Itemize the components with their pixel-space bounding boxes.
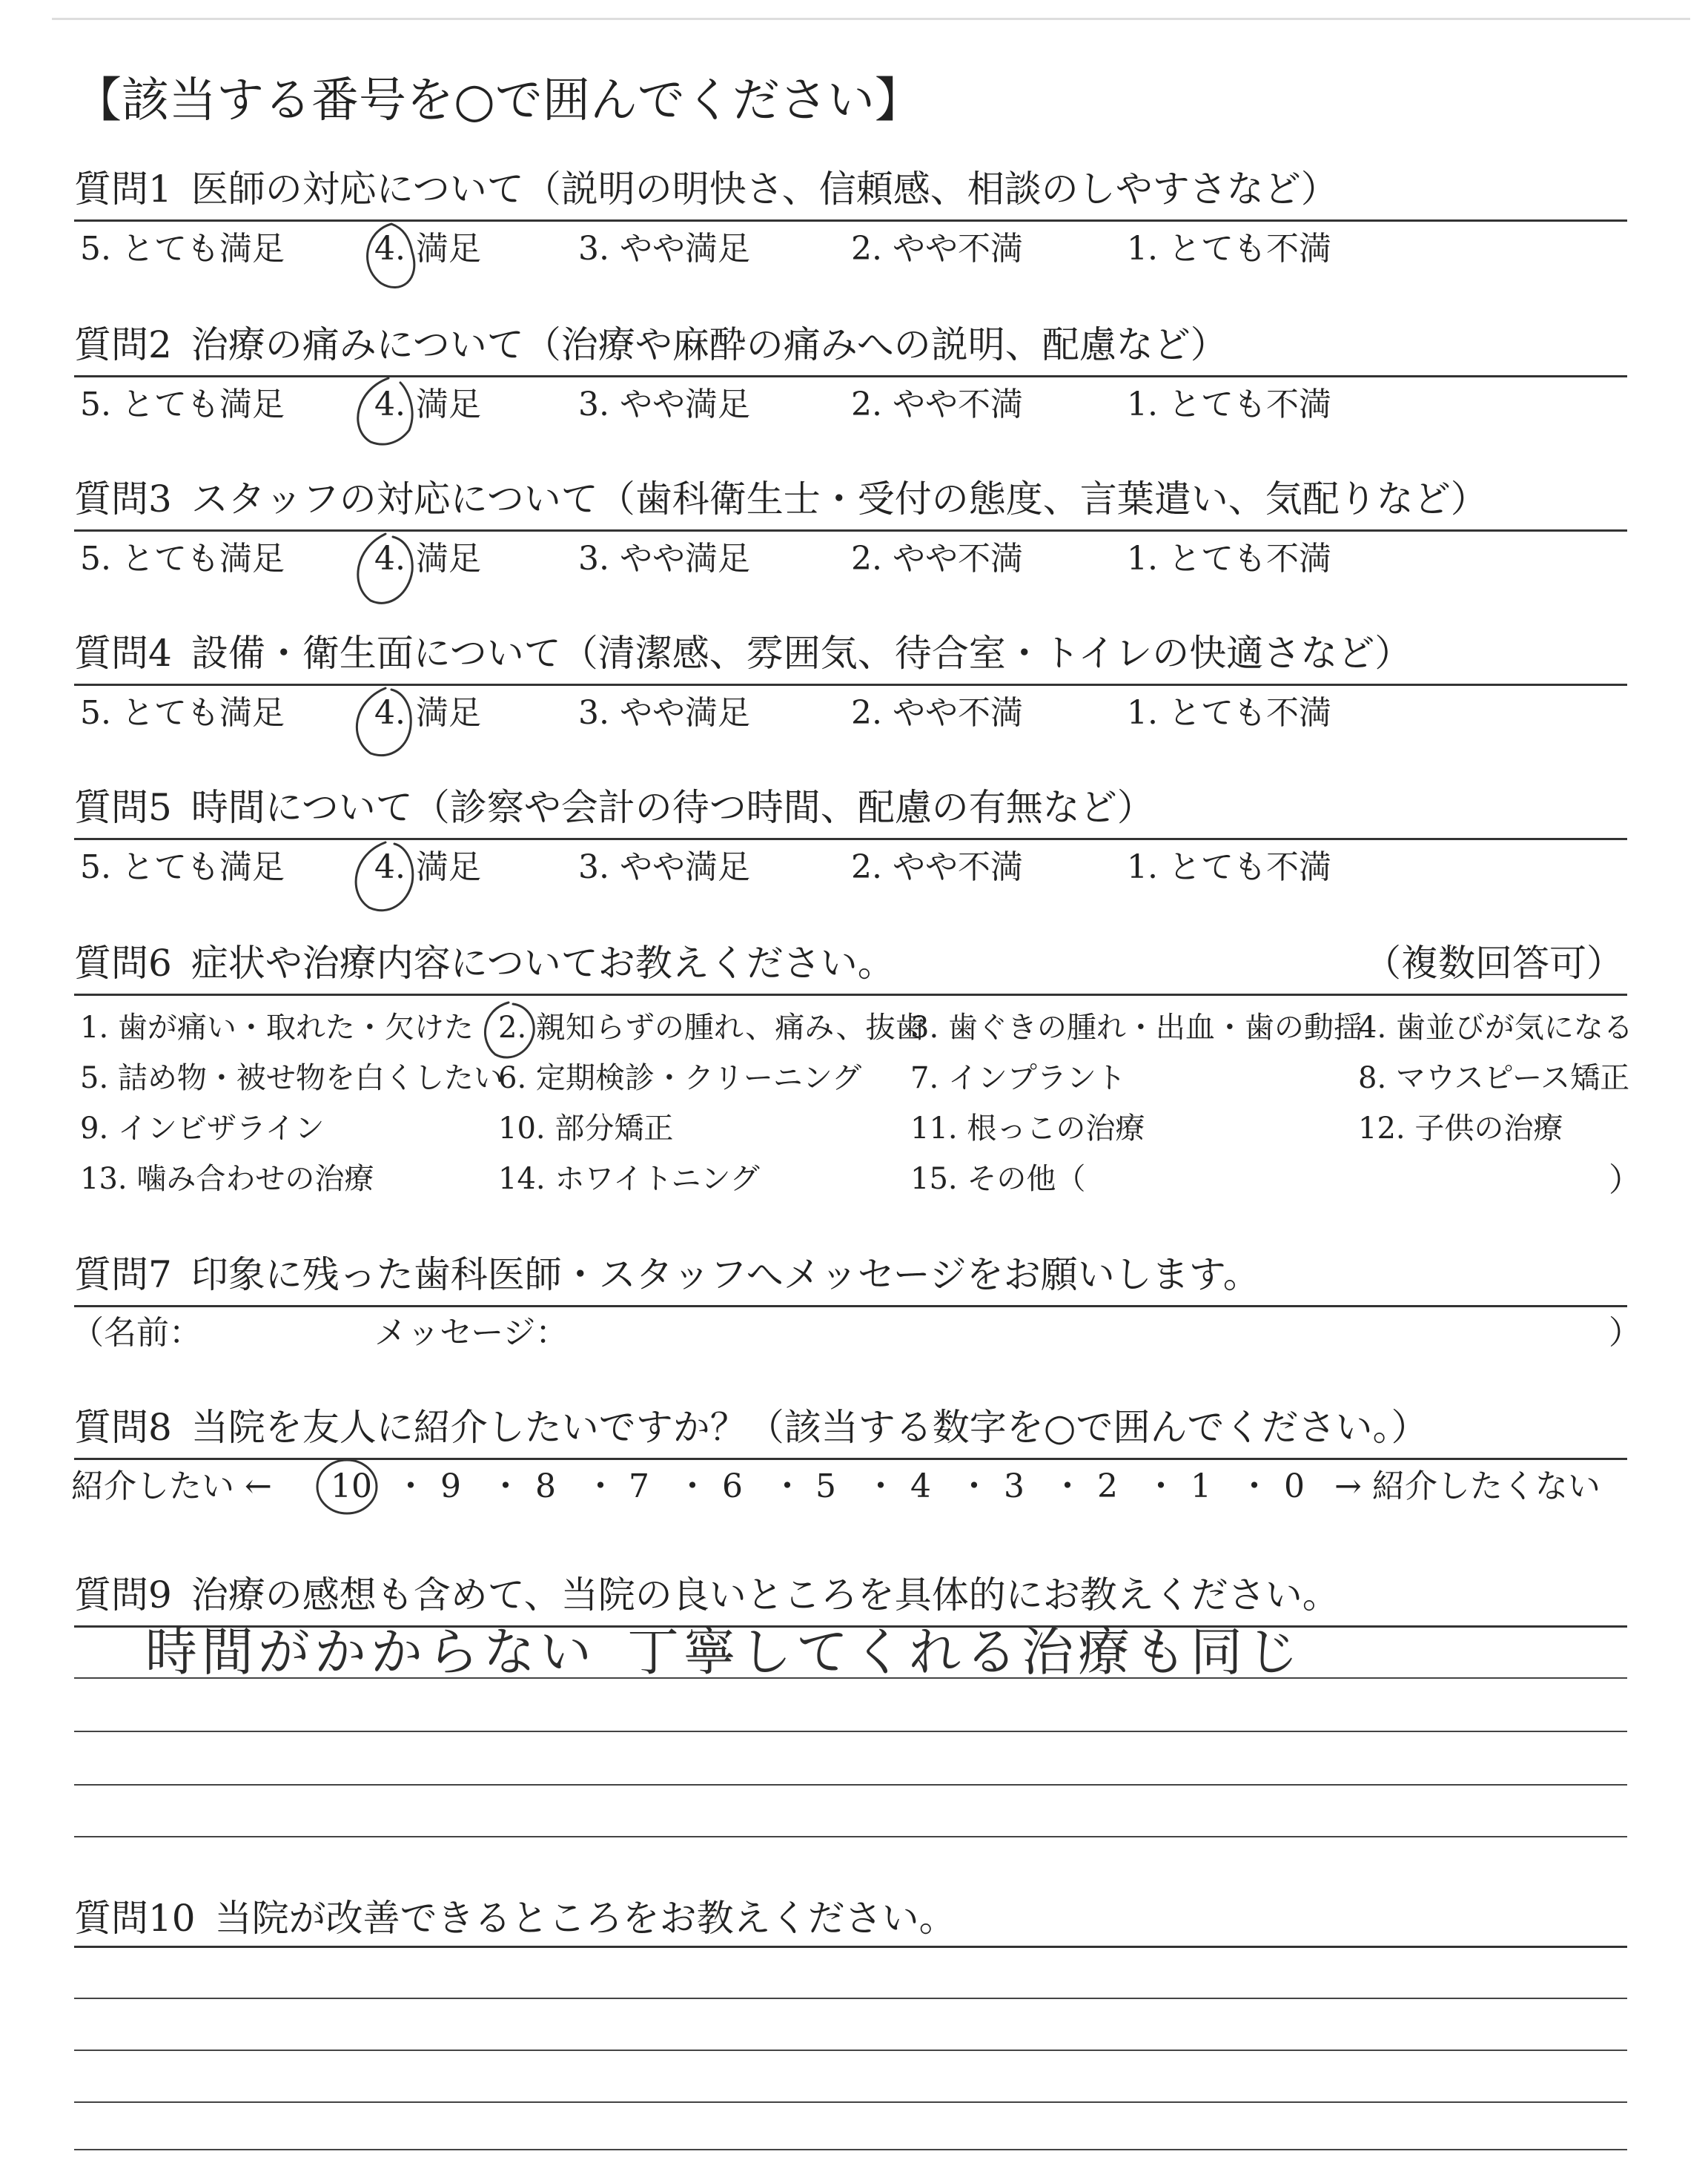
handwritten-answer-2: 丁寧してくれる — [627, 1622, 1022, 1682]
handwritten-answer-1: 時間がかからない — [145, 1622, 596, 1682]
recommend-right-label: → 紹介したくない — [1334, 1467, 1601, 1505]
scale-0[interactable]: 0 — [1284, 1467, 1305, 1505]
q6-option-8[interactable]: 8. マウスピース矯正 — [1358, 1061, 1630, 1095]
q1-option-2[interactable]: 2. やや不満 — [851, 230, 1023, 268]
q6-option-1[interactable]: 1. 歯が痛い・取れた・欠けた — [80, 1011, 474, 1045]
q1-option-5[interactable]: 5. とても満足 — [80, 230, 285, 268]
question-10-title — [74, 1894, 956, 1943]
question-8-title — [74, 1403, 1428, 1452]
q6-option-15[interactable]: 15. その他（ — [910, 1162, 1086, 1196]
recommend-left-label: 紹介したい ← — [71, 1467, 272, 1505]
question-6-title — [74, 939, 1623, 988]
question-number: 質問3 — [74, 478, 172, 521]
q2-option-3[interactable]: 3. やや満足 — [578, 386, 750, 423]
question-text: 設備・衛生面について（清潔感、雰囲気、待合室・トイレの快適さなど） — [191, 632, 1412, 675]
scale-8[interactable]: 8 — [535, 1467, 556, 1505]
scale-separator: ・ — [584, 1467, 617, 1505]
q3-option-3[interactable]: 3. やや満足 — [578, 540, 750, 578]
question-4-title — [74, 629, 1411, 678]
answer-line — [74, 2101, 1627, 2103]
question-1-rule — [74, 219, 1627, 222]
scale-separator: ・ — [1051, 1467, 1084, 1505]
q2-option-4[interactable]: 4. 満足 — [374, 386, 481, 423]
scale-separator: ・ — [394, 1467, 427, 1505]
question-text: スタッフの対応について（歯科衛生士・受付の態度、言葉遣い、気配りなど） — [191, 478, 1488, 521]
answer-line — [74, 2050, 1627, 2051]
scale-10[interactable]: 10 — [331, 1467, 372, 1505]
question-1-title — [74, 165, 1338, 214]
question-6-rule — [74, 994, 1627, 996]
question-number: 質問8 — [74, 1406, 172, 1449]
scale-7[interactable]: 7 — [629, 1467, 649, 1505]
question-9-title — [74, 1571, 1340, 1619]
answer-line — [74, 2149, 1627, 2150]
scale-separator: ・ — [1145, 1467, 1177, 1505]
answer-line — [74, 1836, 1627, 1837]
question-text: 当院を友人に紹介したいですか？（該当する数字を○で囲んでください。） — [191, 1406, 1429, 1449]
multiple-answers-hint: （複数回答可） — [1364, 942, 1623, 985]
question-3-title — [74, 475, 1488, 524]
q2-option-5[interactable]: 5. とても満足 — [80, 386, 285, 423]
q5-option-2[interactable]: 2. やや不満 — [851, 848, 1023, 886]
q6-option-14[interactable]: 14. ホワイトニング — [498, 1162, 760, 1196]
question-3-rule — [74, 529, 1627, 532]
question-text: 症状や治療内容についてお教えください。 — [191, 942, 895, 985]
q2-option-2[interactable]: 2. やや不満 — [851, 386, 1023, 423]
question-text: 印象に残った歯科医師・スタッフへメッセージをお願いします。 — [191, 1253, 1260, 1296]
scale-separator: ・ — [676, 1467, 709, 1505]
scale-separator: ・ — [958, 1467, 990, 1505]
question-text: 医師の対応について（説明の明快さ、信頼感、相談のしやすさなど） — [191, 168, 1338, 211]
q3-option-1[interactable]: 1. とても不満 — [1127, 540, 1331, 578]
question-text: 治療の痛みについて（治療や麻酔の痛みへの説明、配慮など） — [191, 323, 1228, 366]
scale-2[interactable]: 2 — [1097, 1467, 1118, 1505]
q2-option-1[interactable]: 1. とても不満 — [1127, 386, 1331, 423]
q6-option-13[interactable]: 13. 噛み合わせの治療 — [80, 1162, 374, 1196]
q6-option-2[interactable]: 2. 親知らずの腫れ、痛み、抜歯 — [498, 1011, 925, 1045]
scale-5[interactable]: 5 — [815, 1467, 836, 1505]
question-text: 治療の感想も含めて、当院の良いところを具体的にお教えください。 — [191, 1573, 1340, 1616]
q6-option-10[interactable]: 10. 部分矯正 — [498, 1112, 674, 1146]
scale-3[interactable]: 3 — [1004, 1467, 1025, 1505]
q6-option-4[interactable]: 4. 歯並びが気になる — [1358, 1011, 1633, 1045]
question-number: 質問2 — [74, 323, 172, 366]
scale-separator: ・ — [864, 1467, 897, 1505]
q4-option-4[interactable]: 4. 満足 — [374, 694, 481, 732]
question-10-rule — [74, 1946, 1627, 1948]
answer-line — [74, 1731, 1627, 1732]
q1-option-1[interactable]: 1. とても不満 — [1127, 230, 1331, 268]
q5-option-1[interactable]: 1. とても不満 — [1127, 848, 1331, 886]
q6-option-3[interactable]: 3. 歯ぐきの腫れ・出血・歯の動揺 — [910, 1011, 1363, 1045]
question-number: 質問1 — [74, 168, 172, 211]
question-text: 当院が改善できるところをお教えください。 — [214, 1897, 956, 1940]
form-title: 【該当する番号を○で囲んでください】 — [74, 73, 922, 128]
question-number: 質問5 — [74, 786, 172, 829]
handwritten-answer-3: 治療も同じ — [1022, 1622, 1303, 1682]
q3-option-4[interactable]: 4. 満足 — [374, 540, 481, 578]
question-text: 時間について（診察や会計の待つ時間、配慮の有無など） — [191, 786, 1154, 829]
question-7-rule — [74, 1305, 1627, 1307]
q7-name-label: （名前： — [71, 1314, 202, 1352]
q4-option-1[interactable]: 1. とても不満 — [1127, 694, 1331, 732]
q6-option-7[interactable]: 7. インプラント — [910, 1061, 1126, 1095]
question-2-title — [74, 320, 1228, 369]
scale-9[interactable]: 9 — [440, 1467, 461, 1505]
q5-option-4[interactable]: 4. 満足 — [374, 848, 481, 886]
scale-separator: ・ — [1238, 1467, 1271, 1505]
q4-option-5[interactable]: 5. とても満足 — [80, 694, 285, 732]
q6-other-close-paren: ） — [1609, 1161, 1641, 1199]
scale-1[interactable]: 1 — [1191, 1467, 1211, 1505]
question-number: 質問10 — [74, 1897, 196, 1940]
question-5-rule — [74, 838, 1627, 840]
question-number: 質問7 — [74, 1253, 172, 1296]
question-8-rule — [74, 1458, 1627, 1460]
scale-separator: ・ — [771, 1467, 804, 1505]
q4-option-3[interactable]: 3. やや満足 — [578, 694, 750, 732]
scale-separator: ・ — [489, 1467, 522, 1505]
q3-option-2[interactable]: 2. やや不満 — [851, 540, 1023, 578]
q6-option-6[interactable]: 6. 定期検診・クリーニング — [498, 1061, 862, 1095]
question-number: 質問6 — [74, 942, 172, 985]
q7-message-label: メッセージ： — [374, 1314, 569, 1352]
question-number: 質問4 — [74, 632, 172, 675]
q6-option-12[interactable]: 12. 子供の治療 — [1358, 1112, 1563, 1146]
q3-option-5[interactable]: 5. とても満足 — [80, 540, 285, 578]
scale-6[interactable]: 6 — [722, 1467, 743, 1505]
answer-line — [74, 1784, 1627, 1786]
q1-option-3[interactable]: 3. やや満足 — [578, 230, 750, 268]
q5-option-3[interactable]: 3. やや満足 — [578, 848, 750, 886]
answer-line — [74, 1998, 1627, 1999]
q6-option-5[interactable]: 5. 詰め物・被せ物を白くしたい — [80, 1061, 503, 1095]
q4-option-2[interactable]: 2. やや不満 — [851, 694, 1023, 732]
question-2-rule — [74, 375, 1627, 377]
q6-option-9[interactable]: 9. インビザライン — [80, 1112, 325, 1146]
scale-4[interactable]: 4 — [910, 1467, 931, 1505]
q6-option-11[interactable]: 11. 根っこの治療 — [910, 1112, 1145, 1146]
q7-close-paren: ） — [1609, 1314, 1641, 1352]
scan-edge — [52, 18, 1690, 20]
question-4-rule — [74, 684, 1627, 686]
question-7-title — [74, 1250, 1260, 1299]
question-5-title — [74, 783, 1154, 832]
q1-option-4[interactable]: 4. 満足 — [374, 230, 481, 268]
q5-option-5[interactable]: 5. とても満足 — [80, 848, 285, 886]
question-number: 質問9 — [74, 1573, 172, 1616]
